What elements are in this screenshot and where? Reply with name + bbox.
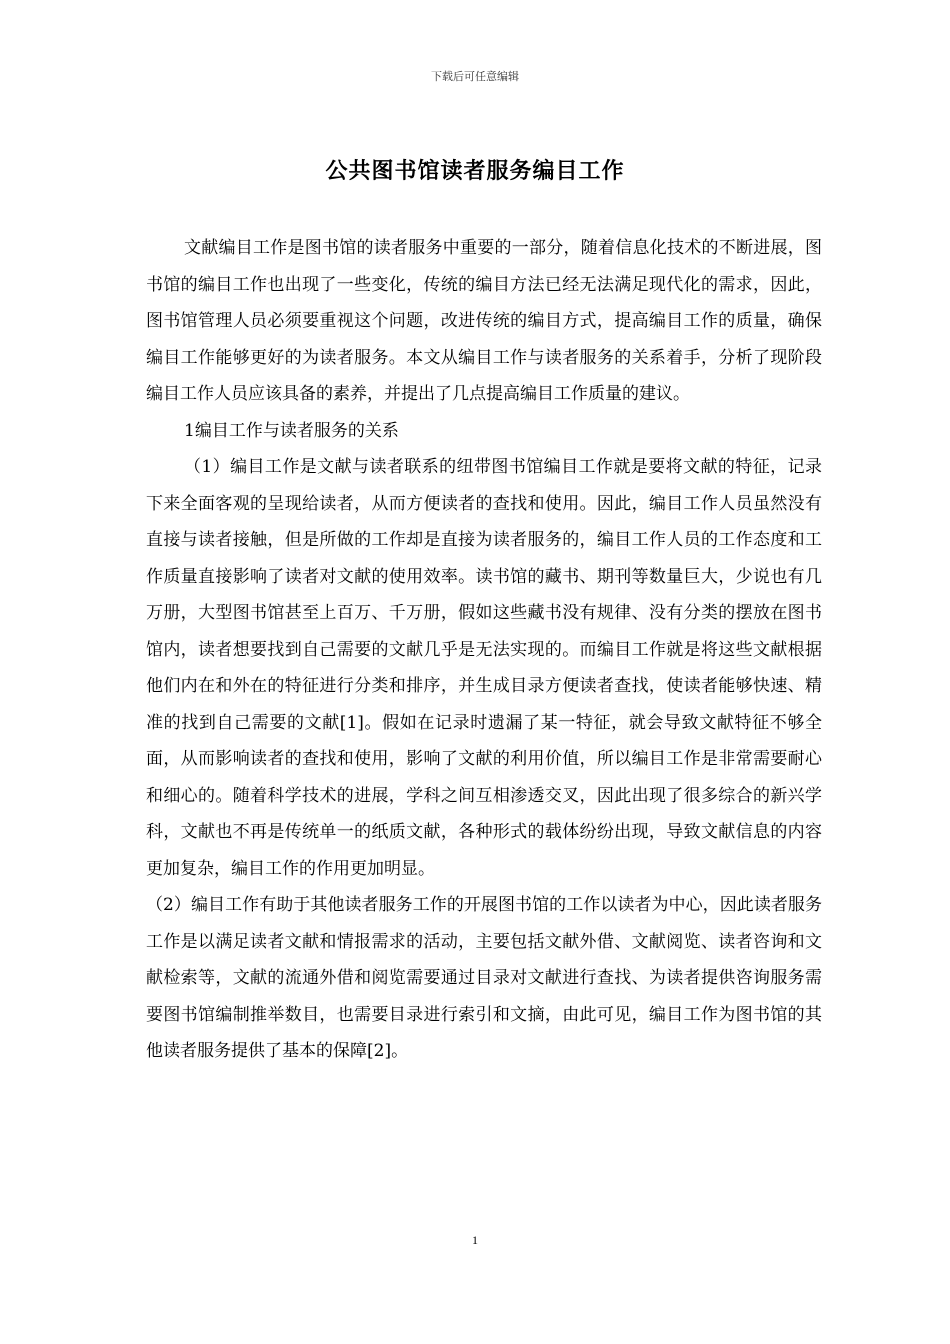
page-number: 1 bbox=[472, 1233, 478, 1247]
paragraph-2: （2）编目工作有助于其他读者服务工作的开展图书馆的工作以读者为中心，因此读者服务工作是以满足读者文献和情报需求的活动，主要包括文献外借、文献阅览、读者咨询和文献检索等，文献的流通外借和阅览需要通过目录对文献进行查找、为读者提供咨询服务需要图书馆编制推举数目，也需要目录进行索引和文摘，由此可见，编目工作为图书馆的其他读者服务提供了基本的保障[2]。 bbox=[146, 895, 822, 1061]
document-body bbox=[146, 230, 822, 1070]
paragraph-1: （1）编目工作是文献与读者联系的纽带图书馆编目工作就是要将文献的特征，记录下来全面客观的呈现给读者，从而方便读者的查找和使用。因此，编目工作人员虽然没有直接与读者接触，但是所做的工作却是直接为读者服务的，编目工作人员的工作态度和工作质量直接影响了读者对文献的使用效率。读书馆的藏书、期刊等数量巨大，少说也有几万册，大型图书馆甚至上百万、千万册，假如这些藏书没有规律、没有分类的摆放在图书馆内，读者想要找到自己需要的文献几乎是无法实现的。而编目工作就是将这些文献根据他们内在和外在的特征进行分类和排序，并生成目录方便读者查找，使读者能够快速、精准的找到自己需要的文献[1]。假如在记录时遗漏了某一特征，就会导致文献特征不够全面，从而影响读者的查找和使用，影响了文献的利用价值，所以编目工作是非常需要耐心和细心的。随着科学技术的进展，学科之间互相渗透交叉，因此出现了很多综合的新兴学科，文献也不再是传统单一的纸质文献，各种形式的载体纷纷出现，导致文献信息的内容更加复杂，编目工作的作用更加明显。 bbox=[146, 457, 822, 879]
page-header: 下载后可任意编辑 bbox=[431, 70, 519, 83]
section-heading: 1编目工作与读者服务的关系 bbox=[184, 420, 399, 441]
document-title: 公共图书馆读者服务编目工作 bbox=[325, 159, 625, 184]
intro-paragraph: 文献编目工作是图书馆的读者服务中重要的一部分，随着信息化技术的不断进展，图书馆的编目工作也出现了一些变化，传统的编目方法已经无法满足现代化的需求，因此，图书馆管理人员必须要重视这个问题，改进传统的编目方式，提高编目工作的质量，确保编目工作能够更好的为读者服务。本文从编目工作与读者服务的关系着手，分析了现阶段编目工作人员应该具备的素养，并提出了几点提高编目工作质量的建议。 bbox=[146, 238, 822, 404]
